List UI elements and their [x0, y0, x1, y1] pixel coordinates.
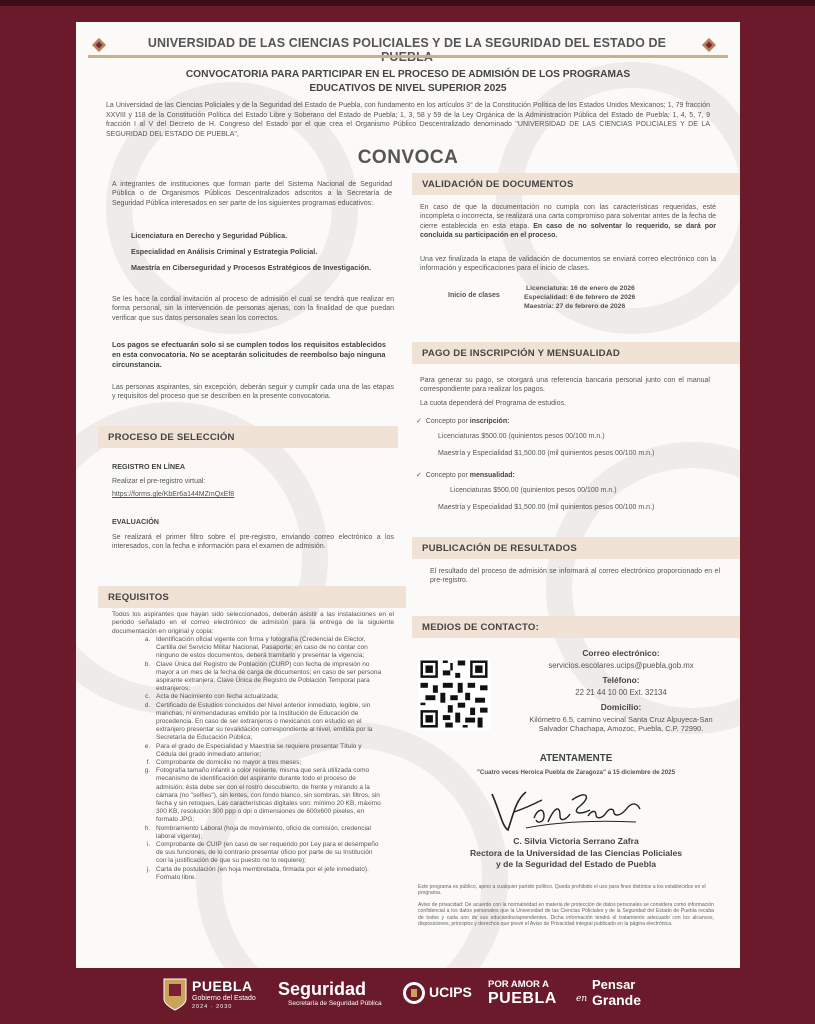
program-item: Maestría en Ciberseguridad y Procesos Estratégicos de Investigación.: [131, 263, 372, 272]
requisito-item: e. Para el grado de Especialidad y Maestría se requiere presentar Título y Cédula del grado inmediato anterior;: [152, 743, 382, 759]
requisito-item: b. Clave Única del Registro de Población (CURP) con fecha de impresión no mayor a un mes de la fecha de carga de documentos; en caso de ser persona aspirante extranjera: Clave Única de Registro de Población Temporal para extranjeros;: [152, 661, 382, 694]
fecha-item: Especialidad: 6 de febrero de 2026: [524, 294, 636, 301]
puebla-shield-icon: [162, 977, 188, 1011]
requisito-item: c. Acta de Nacimiento con fecha actualizada;: [152, 693, 382, 701]
requisito-item: f. Comprobante de domicilio no mayor a tres meses;: [152, 759, 382, 767]
firma-block: [412, 836, 740, 869]
check-icon: ✓: [416, 472, 422, 479]
section-title: PAGO DE INSCRIPCIÓN Y MENSUALIDAD: [422, 348, 620, 359]
invitation-paragraph: A integrantes de instituciones que forman parte del Sistema Nacional de Seguridad Pública o de Organismos Públicos Descentralizados adscritos a la Secretaría de Seguridad Pública interesados en ser parte de los siguientes programas educativos:: [112, 181, 392, 207]
university-header: UNIVERSIDAD DE LAS CIENCIAS POLICIALES Y DE LA SEGURIDAD DEL ESTADO DE: [147, 36, 667, 50]
puebla-text: PUEBLA: [192, 978, 253, 994]
ornament-left-icon: [90, 36, 108, 54]
seguridad-subtext: Secretaría de Seguridad Pública: [288, 1000, 382, 1007]
section-title: MEDIOS DE CONTACTO:: [422, 622, 539, 633]
lema: "Cuatro veces Heroica Puebla de Zaragoza" a 15 diciembre de 2025: [476, 769, 676, 776]
fecha-item: Licenciatura: 16 de enero de 2026: [526, 285, 635, 292]
requisito-item: g. Fotografía tamaño infantil a color reciente, misma que será utilizada como mecanismo de identificación del aspirante durante todo el proceso de admisión; ésta debe ser con el rostro descubierto, de frente y mirando a la cámara (no "selfies"), sin lentes, con fondo blanco, sin sombras, sin filtros, sin fecha y sin retoques. Las características digitales son: mínimo 20 KB, máximo 300 KB, resolución 300 ppp o dpi o dimensiones de 600x600 pixeles, en formato JPG;: [152, 767, 382, 824]
telefono-label: Teléfono:: [602, 675, 640, 685]
personal-process-paragraph: Se les hace la cordial invitación al proceso de admisión el cual se tendrá que realizar en forma personal, sin la intervención de personas ajenas, con la finalidad de que puedan verificar que sus datos personales sean los correctos.: [112, 296, 394, 322]
registro-text: Realizar el pre-registro virtual:: [112, 478, 206, 485]
seleccion-section-header: [98, 426, 398, 448]
requisito-item: j. Carta de postulación (en hoja membretada, firmada por el jefe inmediato). Formato libre.: [152, 866, 382, 882]
qr-code-icon[interactable]: [418, 658, 490, 730]
ucips-text: UCIPS: [429, 984, 472, 1000]
contact-details: [506, 648, 736, 733]
section-title: REQUISITOS: [108, 592, 169, 603]
correo-value[interactable]: servicios.escolares.ucips@puebla.gob.mx: [548, 661, 694, 670]
validacion-p1-bold: En caso de no solventar lo requerido, se dará por concluida su participación en el proceso.: [420, 222, 716, 239]
evaluacion-label: EVALUACIÓN: [112, 517, 159, 526]
inscripcion-maestria: Maestría y Especialidad $1,500.00 (mil quinientos pesos 00/100 m.n.): [438, 450, 655, 457]
aviso-programa: Este programa es público, ajeno a cualquier partido político. Queda prohibido el uso para fines distintos a los establecidos en el programa.: [418, 884, 706, 897]
requisito-item: d. Certificado de Estudios concluidos del Nivel anterior inmediato, legible, sin manchas, ni enmendaduras emitido por la Institución de Educación de procedencia. En caso de ser extranjeros o mexicanos con estudio en el extranjero presentar su revalidación correspondiente al nivel, emitida por la Secretaría de Educación Pública;: [152, 702, 382, 743]
aspirants-paragraph: Las personas aspirantes, sin excepción, deberán seguir y cumplir cada una de las etapas y requisitos del proceso que se describen en la presente convocatoria.: [112, 384, 394, 401]
seguridad-text: Seguridad: [278, 979, 367, 999]
fecha-item: Maestría: 27 de febrero de 2026: [524, 303, 626, 310]
por-amor-puebla-text: PUEBLA: [488, 990, 557, 1007]
section-title: PUBLICACIÓN DE RESULTADOS: [422, 543, 577, 554]
logo-pensar-en-grande: [576, 975, 656, 1015]
firma-cargo-1: Rectora de la Universidad de las Ciencias Policiales: [469, 848, 683, 858]
intro-paragraph: La Universidad de las Ciencias Policiales y de la Seguridad del Estado de Puebla, con fundamento en los artículos 3° de la Constitución Política de los Estados Unidos Mexicanos; 1, 79 fracción XXVIII y 118 de la Constitución Política del Estado Libre y Soberano del Estado de Puebla; 1, 3, 58 y 59 de la Ley Orgánica de la Administración Pública del Estado de Puebla; 1, 4, 5, 7, 9 fracción I al V del Decreto de H. Congreso del Estado por el que crea el Organismo Público Descentralizado denominado "UNIVERSIDAD DE LAS CIENCIAS POLICIALES Y DE LA SEGURIDAD DEL ESTADO DE PUEBLA",: [106, 102, 710, 138]
validacion-section-header: [412, 173, 740, 195]
program-item: Licenciatura en Derecho y Seguridad Pública.: [131, 231, 288, 240]
title-line-1: CONVOCATORIA PARA PARTICIPAR EN EL PROCESO DE ADMISIÓN DE LOS PROGRAMAS: [185, 69, 631, 80]
evaluacion-text: Se realizará el primer filtro sobre el pre-registro, enviando correo electrónico a los interesados, con la fecha e información para el examen de admisión.: [112, 534, 394, 551]
publicacion-text: El resultado del proceso de admisión se informará al correo electrónico proporcionado en el pre-registro.: [430, 568, 720, 585]
logo-seguridad: [278, 975, 394, 1015]
pago-section-header: [412, 342, 740, 364]
signature-icon: [486, 782, 656, 838]
logo-por-amor-a-puebla: [488, 975, 568, 1015]
requisito-item: h. Nombramiento Laboral (hoja de movimiento, oficio de comisión, credencial laboral vigente);: [152, 825, 382, 841]
aviso-privacidad: Aviso de privacidad: De acuerdo con la normatividad en materia de protección de datos personales se considera como información confidencial a los datos personales que la Universidad de las Ciencias Policiales y de la Seguridad del Estado de Puebla recaba de todos y cada uno de sus educandos/aprendientes. Dicha información tendrá el tratamiento adecuado con los alcances, disposiciones, principios y derechos que prevé el Aviso de Privacidad integral publicado en la página electrónica.: [418, 902, 714, 928]
convocatoria-title: [116, 68, 700, 96]
pensar-text: Pensar: [592, 977, 636, 992]
top-bar: [0, 0, 815, 6]
por-amor-text: POR AMOR A: [488, 979, 550, 990]
ornament-right-icon: [700, 36, 718, 54]
concepto-inscripcion: [416, 417, 509, 426]
pago-p2: La cuota dependerá del Programa de estudios.: [420, 400, 566, 407]
requisito-item: i. Comprobante de CUIP (en caso de ser requerido por Ley para el desempeño de sus funciones, de lo contrario presentar oficio por parte de su Institución con la justificación de que su puesto no lo requiere);: [152, 841, 382, 866]
section-title: VALIDACIÓN DE DOCUMENTOS: [422, 179, 574, 190]
grande-text: Grande: [592, 992, 642, 1008]
requisito-item: a. Identificación oficial vigente con firma y fotografía (Credencial de Elector, Cartilla del Servicio Militar Nacional, Pasaporte; en caso de no contar con ninguno de estos documentos, deberá tramitarlo y presentar la vigencia;: [152, 636, 382, 661]
requisitos-section-header: [98, 586, 406, 608]
validacion-p2: Una vez finalizada la etapa de validación de documentos se enviará correo electrónico con la información y especificaciones para el inicio de clases.: [420, 256, 716, 273]
header-divider: [88, 55, 728, 58]
requisitos-intro: Todos los aspirantes que hayan sido seleccionados, deberán asistir a las instalaciones en el periodo señalado en el correo electrónico de admisión para la entrega de la siguiente documentación en original y copia:: [112, 611, 394, 635]
concepto-bold: mensualidad:: [469, 472, 515, 479]
publicacion-section-header: [412, 537, 740, 559]
domicilio-label: Domicilio:: [600, 702, 642, 712]
concepto-bold: inscripción:: [469, 418, 510, 425]
mensualidad-maestria: Maestría y Especialidad $1,500.00 (mil quinientos pesos 00/100 m.n.): [438, 504, 655, 511]
title-line-2: EDUCATIVOS DE NIVEL SUPERIOR 2025: [309, 83, 507, 94]
en-text: en: [576, 994, 588, 1004]
concepto-label: Concepto por: [425, 472, 468, 479]
firma-cargo-2: y de la Seguridad del Estado de Puebla: [496, 859, 656, 869]
atentamente: ATENTAMENTE: [539, 753, 613, 764]
registro-label: REGISTRO EN LÍNEA: [112, 462, 186, 471]
concepto-label: Concepto por: [425, 418, 468, 425]
payments-notice: Los pagos se efectuarán solo si se cumplen todos los requisitos establecidos en esta convocatoria. No se aceptarán solicitudes de reembolso bajo ninguna circunstancia.: [112, 340, 386, 369]
correo-label: Correo electrónico:: [582, 648, 660, 658]
logo-gobierno-puebla: [162, 975, 272, 1015]
domicilio-value: Kilómetro 6.5, camino vecinal Santa Cruz Alpuyeca-San Salvador Chachapa, Amozoc, Puebla, C.P. 72990.: [529, 715, 713, 733]
concepto-mensualidad: [416, 471, 515, 480]
puebla-subtext: Gobierno del Estado: [192, 995, 256, 1002]
convoca-heading: CONVOCA: [357, 147, 459, 168]
validacion-p1: En caso de que la documentación no cumpla con las características requeridas, esté incompleta o incorrecta, se realizará una carta compromiso para solventar antes de la fecha de cierre establecida en esta etapa.: [420, 204, 716, 230]
logo-ucips: [402, 975, 482, 1015]
preregistro-link[interactable]: https://forms.gle/KbEr6a144MZmQxEf8: [112, 491, 235, 498]
pago-p1: Para generar su pago, se otorgará una referencia bancaria personal junto con el manual correspondiente para realizar los pagos.: [420, 377, 710, 394]
section-title: PROCESO DE SELECCIÓN: [108, 432, 235, 443]
inicio-fechas: [524, 284, 635, 311]
telefono-value[interactable]: 22 21 44 10 00 Ext. 32134: [575, 688, 667, 697]
convocatoria-sheet: [76, 22, 740, 968]
program-list: [131, 231, 381, 273]
validacion-text: [420, 203, 716, 240]
check-icon: ✓: [416, 418, 422, 425]
firma-nombre: C. Silvia Victoria Serrano Zafra: [513, 836, 639, 846]
ucips-emblem-icon: [402, 981, 426, 1005]
contacto-section-header: [412, 616, 740, 638]
inicio-clases-label: Inicio de clases: [448, 292, 500, 299]
puebla-years: 2024 · 2030: [192, 1004, 233, 1010]
requisitos-list: [120, 636, 382, 882]
mensualidad-licenciatura: Licenciaturas $500.00 (quinientos pesos 00/100 m.n.): [450, 487, 617, 494]
program-item: Especialidad en Análisis Criminal y Estrategia Policial.: [131, 247, 318, 256]
inscripcion-licenciatura: Licenciaturas $500.00 (quinientos pesos 00/100 m.n.): [438, 433, 605, 440]
